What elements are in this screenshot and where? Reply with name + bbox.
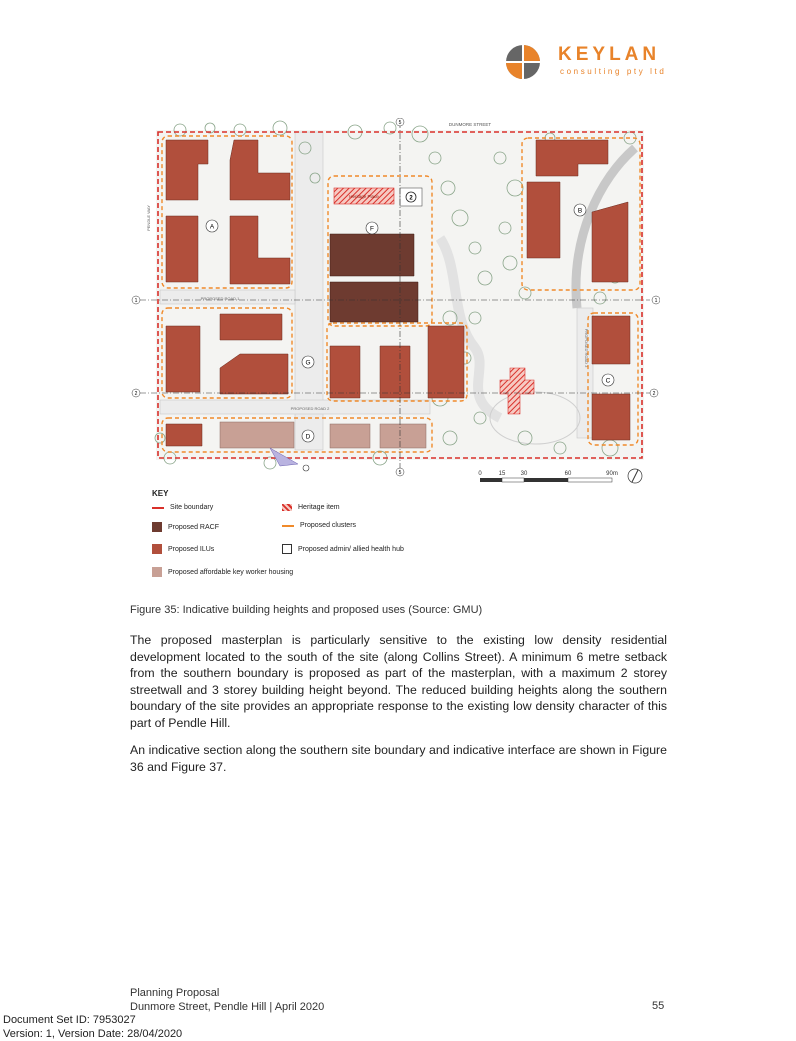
road-2-label: PROPOSED ROAD 2 <box>290 406 330 411</box>
view-point <box>303 465 309 471</box>
key-label: Heritage item <box>298 504 340 511</box>
brown-box-icon <box>152 544 162 554</box>
red-hatch-icon <box>282 504 292 511</box>
road-1-label: PROPOSED ROAD 1 <box>200 296 240 301</box>
key-item-site-boundary <box>152 504 213 511</box>
street-north-label: DUNMORE STREET <box>448 122 492 127</box>
grid-marker-1-east: 1 <box>654 298 658 304</box>
logo-mark-icon <box>504 42 554 82</box>
key-item-admin-hub <box>282 544 404 554</box>
document-info <box>3 1013 182 1041</box>
key-label: Proposed affordable key worker housing <box>168 568 294 576</box>
cluster-b-label: B <box>577 207 583 215</box>
pink-box-icon <box>152 567 162 577</box>
page-footer <box>130 986 324 1014</box>
scale-60: 60 <box>564 471 572 477</box>
masterplan-map <box>130 118 660 490</box>
street-west-label: PENDLE WAY <box>146 205 151 231</box>
logo-tagline: consulting pty ltd <box>560 67 667 76</box>
key-label: Proposed admin/ allied health hub <box>298 545 404 553</box>
scale-15: 15 <box>498 471 506 477</box>
scale-30: 30 <box>520 471 528 477</box>
key-item-clusters <box>282 522 356 529</box>
masterplan-svg <box>130 118 660 490</box>
document-version: Version: 1, Version Date: 28/04/2020 <box>3 1028 183 1040</box>
footer-subtitle: Dunmore Street, Pendle Hill | April 2020 <box>130 1001 325 1013</box>
page-number: 55 <box>652 1000 665 1012</box>
cluster-c-label: C <box>605 377 611 385</box>
body-paragraph-2: An indicative section along the southern site boundary and indicative interface are shown in Figure 36 and Figure 37. <box>130 743 667 774</box>
grid-marker-2-east: 2 <box>652 391 656 397</box>
white-box-icon <box>282 544 292 554</box>
map-key <box>152 489 512 581</box>
cluster-a-label: A <box>209 223 215 231</box>
grid-marker-5-south: 5 <box>398 470 402 476</box>
grid-marker-2: 2 <box>134 391 138 397</box>
scale-90: 90m <box>606 471 618 477</box>
key-item-racf <box>152 522 219 532</box>
road-3-label: PROPOSED ROAD 3 <box>584 328 589 368</box>
key-label: Site boundary <box>170 504 214 511</box>
heritage-label: Heritage Place <box>349 194 379 199</box>
key-item-ilus <box>152 544 214 554</box>
dark-brown-box-icon <box>152 522 162 532</box>
document-set-id: Document Set ID: 7953027 <box>3 1014 136 1026</box>
key-label: Proposed clusters <box>300 522 357 529</box>
footer-title: Planning Proposal <box>130 987 220 999</box>
grid-marker-5: 5 <box>398 120 402 126</box>
key-item-heritage <box>282 504 340 511</box>
grid-marker-1: 1 <box>134 298 138 304</box>
logo-name: KEYLAN <box>558 44 661 65</box>
key-label: Proposed ILUs <box>168 545 215 553</box>
cluster-g-label: G <box>305 359 311 367</box>
cluster-d-label: D <box>305 433 311 441</box>
scale-0: 0 <box>478 471 482 477</box>
cluster-f-label: F <box>370 225 374 233</box>
orange-dashed-line-icon <box>282 525 294 527</box>
key-label: Proposed RACF <box>168 523 219 531</box>
key-title: KEY <box>152 489 169 498</box>
key-item-affordable <box>152 567 293 577</box>
keylan-logo <box>504 42 674 82</box>
admin-hub-number: 2 <box>409 195 413 202</box>
body-paragraph-1: The proposed masterplan is particularly sensitive to the existing low density residential development located to the south of the site (along Collins Street). A minimum 6 metre setback from the southern boundary is proposed as part of the masterplan, with a maximum 2 storey streetwall and 3 storey building height beyond. The reduced building heights along the southern boundary of the site provides an appropriate response to the existing low density character of this part of Pendle Hill. <box>130 633 667 730</box>
figure-caption: Figure 35: Indicative building heights and proposed uses (Source: GMU) <box>130 604 483 616</box>
red-dashed-line-icon <box>152 507 164 509</box>
